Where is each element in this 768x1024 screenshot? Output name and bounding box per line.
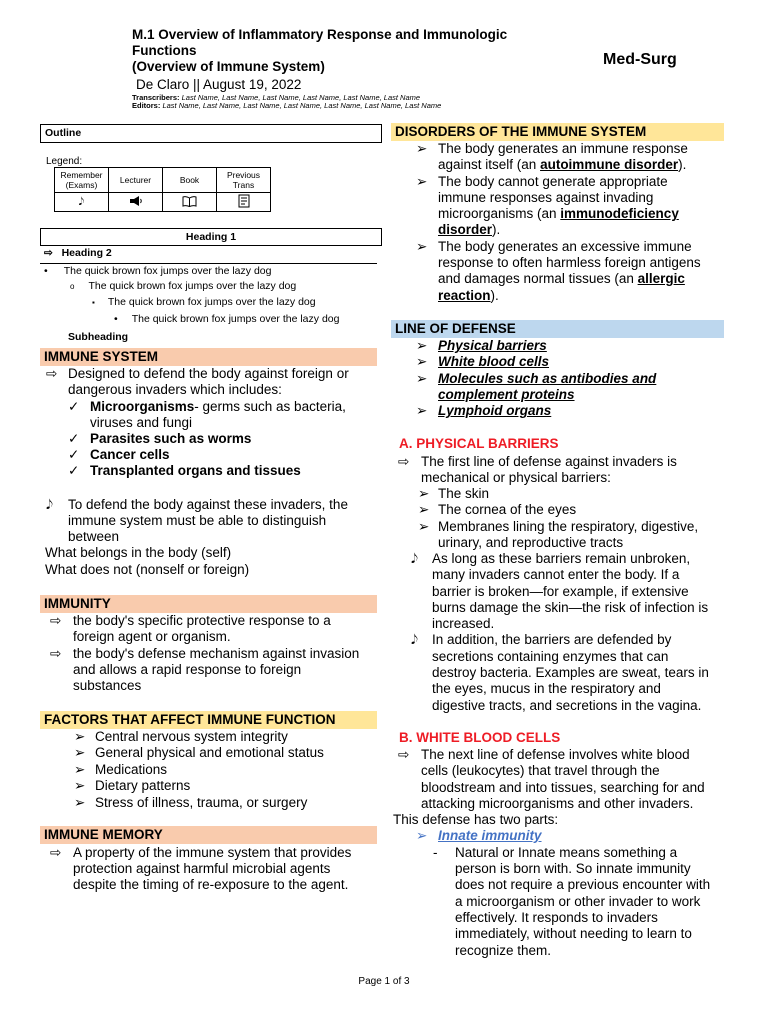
disorders-i3-line4: [438, 288, 499, 304]
physical-p1-line1: The first line of defense against invaders is: [421, 454, 677, 469]
physical-barriers-heading: A. PHYSICAL BARRIERS: [399, 436, 559, 451]
sample-text-4: The quick brown fox jumps over the lazy dog: [131, 313, 340, 325]
physical-n2-line4: the eyes, mucus in the respiratory and: [432, 681, 661, 696]
note-icon: 𝅘𝅥𝅮: [411, 551, 418, 566]
document-icon: [238, 194, 250, 208]
immunity-a2-line1: the body's defense mechanism against invasion: [73, 646, 360, 661]
self-line: What belongs in the body (self): [45, 545, 232, 560]
title-line-3: (Overview of Immune System): [132, 59, 325, 74]
legend-header-previous: Previous Trans: [217, 168, 271, 193]
arrowhead-icon: ➢: [74, 795, 86, 810]
note-icon: 𝅘𝅥𝅮: [411, 632, 418, 647]
immune-system-p1-line2: dangerous invaders which includes:: [68, 382, 282, 397]
disorders-i3-line1: The body generates an excessive immune: [438, 239, 692, 254]
innate-line6: immediately, without needing to learn to: [455, 926, 692, 941]
defense-heading: LINE OF DEFENSE: [391, 320, 724, 338]
arrow-icon: ⇨: [50, 646, 62, 661]
note-icon: 𝅘𝅥𝅮: [46, 497, 53, 512]
arrowhead-icon: ➢: [74, 745, 86, 760]
innate-line4: a microorganism or other invader to work: [455, 894, 701, 909]
disorders-i3-pre: and damages normal tissues (an: [438, 271, 638, 286]
sample-text-1: The quick brown fox jumps over the lazy dog: [63, 265, 272, 277]
disorders-i3-line2: response to often harmless foreign antigens: [438, 255, 701, 270]
check-item-1-line2: viruses and fungi: [90, 415, 193, 430]
check-item-1-bold: Microorganisms: [90, 399, 195, 414]
disorders-i2-post: ).: [492, 222, 501, 237]
check-icon: ✓: [68, 447, 80, 462]
disorders-i2-line1: The body cannot generate appropriate: [438, 174, 668, 189]
wbc-heading: B. WHITE BLOOD CELLS: [399, 730, 561, 745]
arrowhead-icon: ➢: [74, 762, 86, 777]
physical-n1-line5: increased.: [432, 616, 495, 631]
disorders-i1-line1: The body generates an immune response: [438, 141, 688, 156]
check-icon: ✓: [68, 399, 80, 414]
title-line-2: Functions: [132, 43, 197, 58]
physical-n1-line1: As long as these barriers remain unbroken,: [432, 551, 691, 566]
immunity-heading: IMMUNITY: [40, 595, 377, 613]
defense-item-3: Molecules such as antibodies and: [438, 371, 657, 386]
factor-item-1: Central nervous system integrity: [95, 729, 288, 744]
innate-line3: does not require a previous encounter with: [455, 877, 711, 892]
legend-header-remember: Remember (Exams): [55, 168, 109, 193]
disorders-i3-post: ).: [490, 288, 499, 303]
circle-bullet-icon: o: [70, 282, 75, 291]
wbc-two-parts: This defense has two parts:: [393, 812, 559, 827]
immune-note-line1: To defend the body against these invaders, the: [68, 497, 348, 512]
square-bullet-icon: ▪: [92, 298, 95, 307]
defense-item-1: Physical barriers: [438, 338, 547, 353]
arrow-icon: ⇨: [398, 454, 410, 469]
disorders-i2-line2: immune responses against invading: [438, 190, 654, 205]
barrier-cornea: The cornea of the eyes: [438, 502, 577, 517]
reaction-term: reaction: [438, 288, 491, 303]
disorder-term: disorder: [438, 222, 493, 237]
immunity-a1-line2: foreign agent or organism.: [73, 629, 231, 644]
arrowhead-icon: ➢: [416, 403, 428, 418]
arrowhead-icon: ➢: [74, 729, 86, 744]
disorders-heading: DISORDERS OF THE IMMUNE SYSTEM: [391, 123, 724, 141]
arrow-icon: ⇨: [50, 613, 62, 628]
barrier-skin: The skin: [438, 486, 490, 501]
sample-bullet-1: [44, 265, 271, 277]
barrier-membranes-line2: urinary, and reproductive tracts: [438, 535, 624, 550]
megaphone-icon: [129, 195, 143, 207]
autoimmune-term: autoimmune disorder: [540, 157, 679, 172]
physical-p1-line2: mechanical or physical barriers:: [421, 470, 611, 485]
immune-system-p1-line1: Designed to defend the body against foreign or: [68, 366, 349, 381]
physical-n1-line4: burns damage the skin—the risk of infection is: [432, 600, 709, 615]
sample-text-2: The quick brown fox jumps over the lazy dog: [88, 280, 297, 292]
note-icon: 𝅘𝅥𝅮: [78, 195, 85, 208]
heading1-label: Heading 1: [185, 231, 237, 243]
immunodeficiency-term: immunodeficiency: [560, 206, 679, 221]
disorders-i1-line2: [438, 157, 686, 173]
nonself-line: What does not (nonself or foreign): [45, 562, 250, 577]
arrow-icon: ⇨: [398, 747, 410, 762]
check-icon: ✓: [68, 463, 80, 478]
arrowhead-icon: ➢: [416, 371, 428, 386]
immunity-a1-line1: the body's specific protective response to a: [73, 613, 331, 628]
legend-header-book: Book: [163, 168, 217, 193]
physical-n1-line2: many invaders cannot enter the body. If a: [432, 567, 680, 582]
document-title: [132, 27, 552, 75]
memory-line3: despite the timing of re-exposure to the agent.: [73, 877, 349, 892]
editors-line: [132, 101, 441, 110]
sample-bullet-2: [70, 280, 296, 292]
bullet-icon: •: [114, 313, 118, 325]
memory-line1: A property of the immune system that provides: [73, 845, 352, 860]
legend-table: [54, 167, 271, 212]
arrow-icon: ⇨: [50, 845, 62, 860]
heading1-box: [40, 228, 382, 246]
heading2-label: Heading 2: [61, 247, 112, 259]
arrowhead-icon: ➢: [418, 519, 430, 534]
physical-n2-line3: destroy bacteria. Examples are sweat, tears in: [432, 665, 709, 680]
innate-line7: recognize them.: [455, 943, 552, 958]
physical-n2-line1: In addition, the barriers are defended by: [432, 632, 672, 647]
immunity-a2-line3: substances: [73, 678, 142, 693]
heading2-rule: [40, 263, 377, 264]
book-icon: [182, 195, 197, 207]
arrowhead-icon: ➢: [416, 338, 428, 353]
title-line-1: M.1 Overview of Inflammatory Response and Immunologic: [132, 27, 508, 42]
physical-n2-line5: digestive tracts, and secretions in the vagina.: [432, 698, 702, 713]
disorders-i1-pre: against itself (an: [438, 157, 541, 172]
factor-item-4: Dietary patterns: [95, 778, 191, 793]
physical-n1-line3: barrier is broken—for example, if extensive: [432, 584, 689, 599]
wbc-p1-line3: bloodstream and into tissues, searching for and: [421, 780, 705, 795]
sample-bullet-3: [92, 296, 316, 308]
immune-system-heading: IMMUNE SYSTEM: [40, 348, 377, 366]
dash-icon: -: [433, 845, 438, 860]
author-date: De Claro || August 19, 2022: [136, 77, 302, 92]
wbc-p1-line2: cells (leukocytes) that travel through the: [421, 763, 660, 778]
subheading-label: Subheading: [68, 331, 129, 343]
allergic-term: allergic: [637, 271, 685, 286]
heading2-row: [44, 247, 112, 259]
disorders-i2-line4: [438, 222, 500, 238]
check-item-2: Parasites such as worms: [90, 431, 252, 446]
factors-heading: FACTORS THAT AFFECT IMMUNE FUNCTION: [40, 711, 377, 729]
wbc-p1-line1: The next line of defense involves white blood: [421, 747, 690, 762]
innate-line1: Natural or Innate means something a: [455, 845, 678, 860]
arrowhead-icon: ➢: [416, 141, 428, 156]
disorders-i1-post: ).: [678, 157, 687, 172]
arrowhead-icon: ➢: [416, 174, 428, 189]
immunity-a2-line2: and allows a rapid response to foreign: [73, 662, 302, 677]
factor-item-5: Stress of illness, trauma, or surgery: [95, 795, 308, 810]
barrier-membranes-line1: Membranes lining the respiratory, digestive,: [438, 519, 699, 534]
defense-item-3-line2: complement proteins: [438, 387, 575, 402]
arrowhead-icon: ➢: [416, 354, 428, 369]
memory-heading: IMMUNE MEMORY: [40, 826, 377, 844]
outline-box: [40, 124, 382, 143]
factor-item-3: Medications: [95, 762, 168, 777]
disorders-i2-pre: microorganisms (an: [438, 206, 561, 221]
sample-bullet-4: [114, 313, 339, 325]
arrow-icon: ⇨: [46, 366, 58, 381]
arrowhead-icon: ➢: [416, 828, 428, 843]
innate-line2: person is born with. So innate immunity: [455, 861, 691, 876]
arrowhead-icon: ➢: [74, 778, 86, 793]
editors-names: Last Name, Last Name, Last Name, Last Name, Last Name, Last Name, Last Name: [162, 101, 442, 110]
memory-line2: protection against harmful microbial agents: [73, 861, 331, 876]
arrowhead-icon: ➢: [418, 486, 430, 501]
defense-item-4: Lymphoid organs: [438, 403, 552, 418]
disorders-i2-line3: [438, 206, 679, 222]
arrow-icon: ⇨: [44, 247, 53, 259]
transcribers-names: Last Name, Last Name, Last Name, Last Name, Last Name, Last Name: [181, 93, 421, 102]
legend-header-lecturer: Lecturer: [109, 168, 163, 193]
immune-note-line2: immune system must be able to distinguish: [68, 513, 327, 528]
page-number: Page 1 of 3: [358, 976, 410, 987]
innate-line5: effectively. It responds to invaders: [455, 910, 658, 925]
factor-item-2: General physical and emotional status: [95, 745, 324, 760]
sample-text-3: The quick brown fox jumps over the lazy dog: [107, 296, 316, 308]
disorders-i3-line3: [438, 271, 685, 287]
defense-item-2: White blood cells: [438, 354, 550, 369]
bullet-icon: •: [44, 265, 48, 277]
editors-label: Editors:: [132, 101, 161, 110]
legend-label: Legend:: [46, 156, 83, 167]
check-item-3: Cancer cells: [90, 447, 170, 462]
immune-note-line3: between: [68, 529, 120, 544]
wbc-p1-line4: attacking microorganisms and other invaders.: [421, 796, 694, 811]
check-item-1-rest: - germs such as bacteria,: [194, 399, 346, 414]
check-icon: ✓: [68, 431, 80, 446]
innate-immunity-link[interactable]: Innate immunity: [438, 828, 542, 843]
check-item-1: [90, 399, 346, 415]
check-item-4: Transplanted organs and tissues: [90, 463, 301, 478]
course-name: Med-Surg: [603, 51, 677, 68]
outline-label: Outline: [45, 127, 82, 139]
arrowhead-icon: ➢: [416, 239, 428, 254]
transcribers-label: Transcribers:: [132, 93, 180, 102]
arrowhead-icon: ➢: [418, 502, 430, 517]
physical-n2-line2: secretions containing enzymes that can: [432, 649, 669, 664]
